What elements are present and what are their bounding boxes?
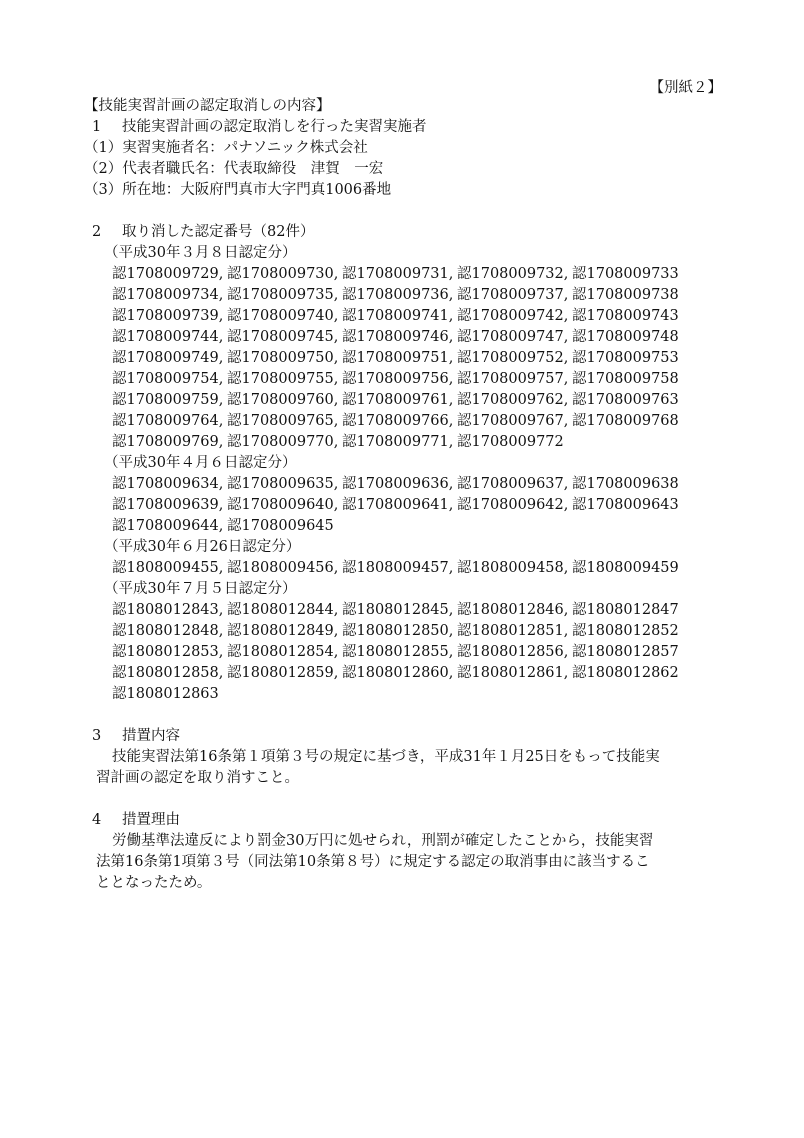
- section-4-paragraph-line: 法第16条第1項第３号（同法第10条第８号）に規定する認定の取消事由に該当するこ: [96, 854, 650, 870]
- certification-number: 認1808012850,: [342, 623, 454, 639]
- certification-group-label: （平成30年３月８日認定分）: [104, 245, 297, 261]
- certification-number: 認1808012857: [572, 644, 679, 660]
- certification-number: 認1708009771,: [342, 434, 454, 450]
- certification-row: [84, 327, 724, 348]
- certification-row: [84, 474, 724, 495]
- certification-number: 認1708009638: [572, 476, 679, 492]
- certification-row: [84, 432, 724, 453]
- certification-number: 認1708009735,: [227, 287, 339, 303]
- certification-number: 認1708009742,: [457, 308, 569, 324]
- certification-number: 認1808012847: [572, 602, 679, 618]
- certification-row: [84, 369, 724, 390]
- certification-number: 認1808012859,: [227, 665, 339, 681]
- certification-number: 認1708009749,: [112, 350, 224, 366]
- certification-number: 認1708009732,: [457, 266, 569, 282]
- certification-row: [84, 285, 724, 306]
- certification-row: [84, 621, 724, 642]
- section-1-heading: [84, 117, 724, 138]
- certification-number: 認1808009458,: [457, 560, 569, 576]
- certification-number: 認1808009457,: [342, 560, 454, 576]
- certification-number: 認1708009740,: [227, 308, 339, 324]
- certification-number: 認1808009456,: [227, 560, 339, 576]
- certification-number: 認1708009645: [227, 518, 334, 534]
- certification-number: 認1708009639,: [112, 497, 224, 513]
- certification-number: 認1708009758: [572, 371, 679, 387]
- section-3-paragraph-line: 習計画の認定を取り消すこと。: [96, 770, 299, 786]
- certification-number: 認1708009753: [572, 350, 679, 366]
- certification-number: 認1708009644,: [112, 518, 224, 534]
- spacer: [84, 201, 724, 222]
- certification-row: [84, 642, 724, 663]
- certification-row: [84, 516, 724, 537]
- section-2-title: 取り消した認定番号（82件）: [122, 224, 315, 240]
- certification-row: [84, 684, 724, 705]
- certification-number: 認1708009765,: [227, 413, 339, 429]
- certification-row: [84, 600, 724, 621]
- certification-number: 認1708009768: [572, 413, 679, 429]
- certification-number: 認1808012860,: [342, 665, 454, 681]
- spacer: [84, 705, 724, 726]
- certification-number: 認1808012854,: [227, 644, 339, 660]
- certification-number: 認1708009763: [572, 392, 679, 408]
- certification-number: 認1708009636,: [342, 476, 454, 492]
- section-2-heading: [84, 222, 724, 243]
- certification-number: 認1708009762,: [457, 392, 569, 408]
- certification-number: 認1708009760,: [227, 392, 339, 408]
- certification-row: [84, 306, 724, 327]
- certification-number: 認1808012845,: [342, 602, 454, 618]
- section-4-number: 4: [92, 812, 102, 828]
- certification-groups: [84, 243, 724, 705]
- certification-number: 認1808012843,: [112, 602, 224, 618]
- certification-number: 認1708009748: [572, 329, 679, 345]
- certification-number: 認1808012861,: [457, 665, 569, 681]
- certification-number: 認1708009745,: [227, 329, 339, 345]
- certification-number: 認1708009754,: [112, 371, 224, 387]
- certification-number: 認1708009637,: [457, 476, 569, 492]
- certification-number: 認1708009752,: [457, 350, 569, 366]
- certification-number: 認1808012844,: [227, 602, 339, 618]
- certification-number: 認1808012856,: [457, 644, 569, 660]
- certification-number: 認1808012863: [112, 686, 219, 702]
- certification-number: 認1708009738: [572, 287, 679, 303]
- certification-number: 認1808012848,: [112, 623, 224, 639]
- certification-group-label: （平成30年７月５日認定分）: [104, 581, 297, 597]
- certification-number: 認1708009761,: [342, 392, 454, 408]
- certification-number: 認1708009766,: [342, 413, 454, 429]
- certification-number: 認1808012858,: [112, 665, 224, 681]
- section-4-heading: [84, 810, 724, 831]
- certification-row: [84, 348, 724, 369]
- certification-number: 認1708009757,: [457, 371, 569, 387]
- certification-number: 認1708009643: [572, 497, 679, 513]
- certification-row: [84, 411, 724, 432]
- certification-number: 認1708009750,: [227, 350, 339, 366]
- section-4-paragraph-line: ととなったため。: [96, 875, 212, 891]
- certification-number: 認1708009743: [572, 308, 679, 324]
- certification-number: 認1708009755,: [227, 371, 339, 387]
- section-2-number: 2: [92, 224, 102, 240]
- certification-number: 認1808009459: [572, 560, 679, 576]
- section-3-paragraph-line: 技能実習法第16条第１項第３号の規定に基づき，平成31年１月25日をもって技能実: [112, 749, 660, 765]
- spacer: [84, 789, 724, 810]
- certification-number: 認1708009734,: [112, 287, 224, 303]
- section-4-title: 措置理由: [122, 812, 180, 828]
- section-1-number: 1: [92, 119, 102, 135]
- certification-number: 認1708009769,: [112, 434, 224, 450]
- certification-number: 認1708009641,: [342, 497, 454, 513]
- certification-number: 認1708009736,: [342, 287, 454, 303]
- certification-number: 認1708009756,: [342, 371, 454, 387]
- certification-row: [84, 495, 724, 516]
- certification-number: 認1708009640,: [227, 497, 339, 513]
- certification-number: 認1808012846,: [457, 602, 569, 618]
- certification-number: 認1708009739,: [112, 308, 224, 324]
- certification-number: 認1808012862: [572, 665, 679, 681]
- certification-row: [84, 558, 724, 579]
- certification-number: 認1708009731,: [342, 266, 454, 282]
- section-3-title: 措置内容: [122, 728, 180, 744]
- certification-number: 認1708009730,: [227, 266, 339, 282]
- certification-row: [84, 390, 724, 411]
- certification-number: 認1708009770,: [227, 434, 339, 450]
- certification-number: 認1708009741,: [342, 308, 454, 324]
- certification-row: [84, 264, 724, 285]
- attachment-label: 【別紙２】: [649, 80, 722, 96]
- certification-number: 認1808012849,: [227, 623, 339, 639]
- certification-number: 認1708009747,: [457, 329, 569, 345]
- certification-number: 認1808012852: [572, 623, 679, 639]
- certification-number: 認1708009729,: [112, 266, 224, 282]
- certification-number: 認1708009764,: [112, 413, 224, 429]
- section-4-paragraph-line: 労働基準法違反により罰金30万円に処せられ，刑罰が確定したことから，技能実習: [112, 833, 654, 849]
- document-body: [84, 96, 724, 894]
- certification-group-label: （平成30年６月26日認定分）: [104, 539, 301, 555]
- certification-number: 認1708009772: [457, 434, 564, 450]
- certification-row: [84, 663, 724, 684]
- certification-number: 認1708009733: [572, 266, 679, 282]
- certification-number: 認1708009746,: [342, 329, 454, 345]
- certification-number: 認1808012853,: [112, 644, 224, 660]
- certification-number: 認1808009455,: [112, 560, 224, 576]
- certification-number: 認1708009634,: [112, 476, 224, 492]
- certification-number: 認1708009737,: [457, 287, 569, 303]
- certification-number: 認1708009767,: [457, 413, 569, 429]
- certification-group-label: （平成30年４月６日認定分）: [104, 455, 297, 471]
- section-1-item: （3）所在地：大阪府門真市大字門真1006番地: [84, 182, 392, 198]
- certification-number: 認1708009759,: [112, 392, 224, 408]
- certification-number: 認1708009642,: [457, 497, 569, 513]
- document-title: 【技能実習計画の認定取消しの内容】: [84, 98, 331, 114]
- section-1-item: （2）代表者職氏名：代表取締役 津賀 一宏: [84, 161, 384, 177]
- certification-number: 認1808012851,: [457, 623, 569, 639]
- section-1-item: （1）実習実施者名：パナソニック株式会社: [84, 140, 368, 156]
- certification-number: 認1708009751,: [342, 350, 454, 366]
- section-3-heading: [84, 726, 724, 747]
- section-1-title: 技能実習計画の認定取消しを行った実習実施者: [122, 119, 427, 135]
- certification-number: 認1708009744,: [112, 329, 224, 345]
- section-3-number: 3: [92, 728, 102, 744]
- certification-number: 認1808012855,: [342, 644, 454, 660]
- certification-number: 認1708009635,: [227, 476, 339, 492]
